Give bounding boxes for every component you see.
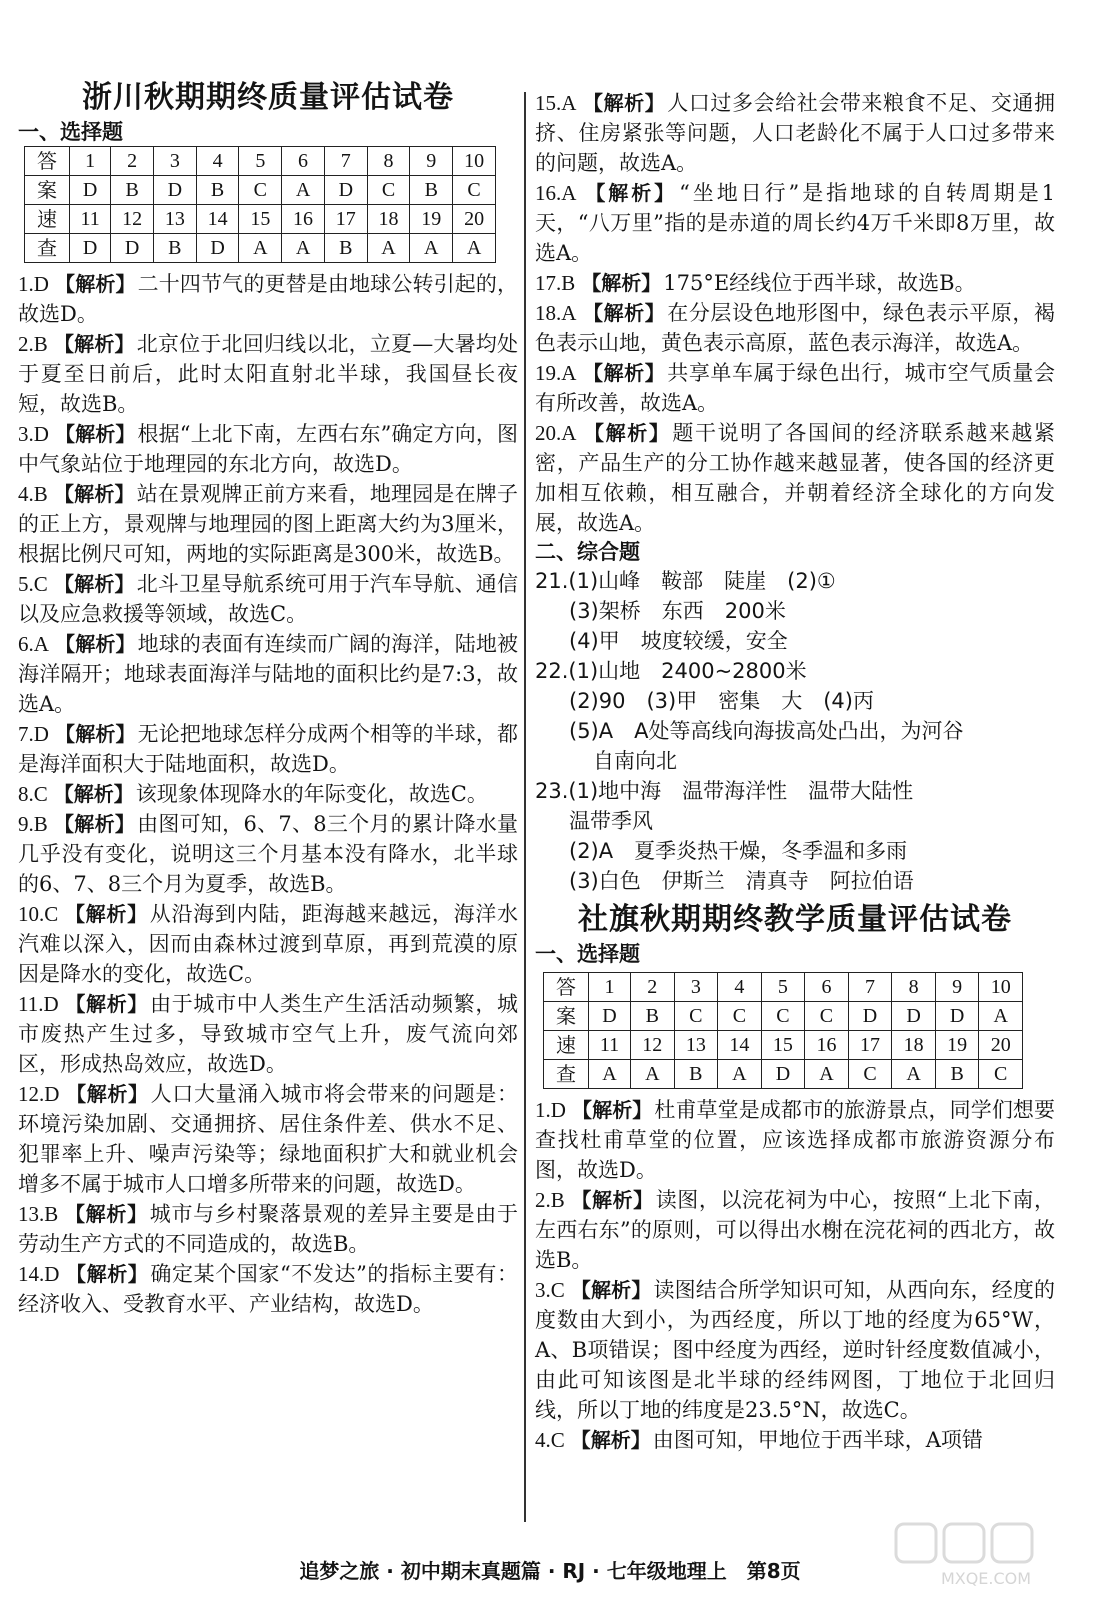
item-explanation: 北京位于北回归线以北，立夏—大暑均处于夏至日前后，此时太阳直射北半球，我国昼长夜短，故选B。 [18,332,519,416]
analysis-tag: 【解析】 [582,361,666,385]
analysis-tag: 【解析】 [53,482,135,506]
answer-cell: C [761,1002,805,1031]
answer-item [535,1275,1055,1425]
question-number-cell: 5 [239,147,282,176]
analysis-tag: 【解析】 [582,421,671,445]
synthesis-line: (3)架桥 东西 200米 [569,599,786,623]
item-explanation: 人口过多会给社会带来粮食不足、交通拥挤、住房紧张等问题，人口老龄化不属于人口过多带来的问题，故选A。 [535,91,1055,175]
answer-item [18,989,518,1079]
question-number-cell: 18 [367,205,410,234]
watermark-logo [886,1520,1086,1590]
item-answer: 6.A [18,632,49,656]
answer-cell: A [631,1060,675,1089]
item-explanation: 地球的表面有连续而广阔的海洋，陆地被海洋隔开；地球表面海洋与陆地的面积比约是7:3，故选A。 [18,632,519,716]
answer-item [18,329,518,419]
answer-item [535,1185,1055,1275]
item-explanation: 二十四节气的更替是由地球公转引起的，故选D。 [18,272,519,326]
answer-item [18,1259,518,1319]
answer-cell: C [718,1002,762,1031]
item-explanation: 从沿海到内陆，距海越来越远，海洋水汽难以深入，因而由森林过渡到草原，再到荒漠的原因是降水的变化，故选C。 [18,902,519,986]
exam1-synthesis-answers [535,566,1055,896]
item-answer: 2.B [18,332,48,356]
question-number-cell: 15 [761,1031,805,1060]
watermark-text: MXQE.COM [940,1569,1032,1588]
item-answer: 4.C [535,1428,565,1452]
answer-label-cell: 案 [25,176,70,205]
answer-cell: C [453,176,496,205]
item-answer: 2.B [535,1188,565,1212]
item-explanation: 人口大量涌入城市将会带来的问题是：环境污染加剧、交通拥挤、居住条件差、供水不足、犯罪率上升、噪声污染等；绿地面积扩大和就业机会增多不属于城市人口增多所带来的问题，故选D。 [18,1082,518,1196]
item-answer: 17.B [535,271,576,295]
question-number-cell: 8 [367,147,410,176]
question-number-cell: 17 [324,205,367,234]
question-number-cell: 4 [196,147,239,176]
answer-cell: D [70,234,111,263]
answer-item [535,358,1055,418]
question-number-cell: 18 [892,1031,936,1060]
analysis-tag: 【解析】 [570,1278,652,1302]
column-divider [524,92,526,1522]
item-answer: 15.A [535,91,577,115]
item-answer: 3.C [535,1278,565,1302]
analysis-tag: 【解析】 [54,422,136,446]
answer-label-cell: 答 [544,973,589,1002]
question-number-cell: 7 [324,147,367,176]
answer-cell: C [239,176,282,205]
answer-cell: D [153,176,196,205]
answer-item [18,899,518,989]
answer-row [544,1002,1023,1031]
question-number-cell: 14 [718,1031,762,1060]
answer-cell: B [674,1060,718,1089]
answer-item [535,1425,1055,1455]
item-explanation: 共享单车属于绿色出行，城市空气质量会有所改善，故选A。 [535,361,1055,415]
synthesis-line: 22.(1)山地 2400~2800米 [535,659,807,683]
exam1-section-choice: 一、选择题 [18,120,123,144]
answer-row [25,147,496,176]
analysis-tag: 【解析】 [64,992,149,1016]
item-answer: 4.B [18,482,48,506]
item-explanation: “坐地日行”是指地球的自转周期是1天，“八万里”指的是赤道的周长约4万千米即8万里，故选A。 [535,181,1055,265]
item-explanation: 读图，以浣花祠为中心，按照“上北下南，左西右东”的原则，可以得出水榭在浣花祠的西北方，故选B。 [535,1188,1056,1272]
synthesis-line: (2)A 夏季炎热干燥，冬季温和多雨 [569,839,908,863]
question-number-cell: 14 [196,205,239,234]
answer-item [18,719,518,779]
answer-cell: A [589,1060,631,1089]
analysis-tag: 【解析】 [53,782,134,806]
synthesis-line: (2)90 (3)甲 密集 大 (4)丙 [569,689,874,713]
answer-cell: C [848,1060,892,1089]
answer-row [544,1031,1023,1060]
item-answer: 19.A [535,361,577,385]
answer-row [25,176,496,205]
question-number-cell: 3 [674,973,718,1002]
right-column [535,0,1055,1455]
item-answer: 18.A [535,301,577,325]
item-explanation: 北斗卫星导航系统可用于汽车导航、通信以及应急救援等领域，故选C。 [18,572,519,626]
answer-item [18,1199,518,1259]
question-number-cell: 4 [718,973,762,1002]
answer-cell: B [196,176,239,205]
question-number-cell: 16 [282,205,325,234]
question-number-cell: 2 [111,147,154,176]
synthesis-line: 21.(1)山峰 鞍部 陡崖 (2)① [535,569,836,593]
item-answer: 20.A [535,421,577,445]
item-explanation: 在分层设色地形图中，绿色表示平原，褐色表示山地，黄色表示高原，蓝色表示海洋，故选A。 [535,301,1055,355]
answer-cell: D [70,176,111,205]
analysis-tag: 【解析】 [570,1428,651,1452]
synthesis-line: 温带季风 [569,809,653,833]
answer-cell: C [674,1002,718,1031]
question-number-cell: 17 [848,1031,892,1060]
answer-item [18,419,518,479]
synthesis-line: (3)白色 伊斯兰 清真寺 阿拉伯语 [569,869,914,893]
answer-item [535,1095,1055,1185]
answer-cell: B [935,1060,979,1089]
answer-item [18,809,518,899]
item-answer: 9.B [18,812,48,836]
question-number-cell: 10 [979,973,1023,1002]
answer-cell: A [718,1060,762,1089]
question-number-cell: 11 [589,1031,631,1060]
item-explanation: 由图可知，6、7、8三个月的累计降水量几乎没有变化，说明这三个月基本没有降水，北半球的6、7、8三个月为夏季，故选B。 [18,812,518,896]
answer-item [535,268,1055,298]
answer-cell: A [979,1002,1023,1031]
exam1-title: 浙川秋期期终质量评估试卷 [82,80,454,115]
answer-item [535,178,1055,268]
answer-cell: D [892,1002,936,1031]
answer-cell: A [367,234,410,263]
item-explanation: 杜甫草堂是成都市的旅游景点，同学们想要查找杜甫草堂的位置，应该选择成都市旅游资源分布图，故选D。 [535,1098,1055,1182]
answer-cell: C [979,1060,1023,1089]
question-number-cell: 5 [761,973,805,1002]
answer-label-cell: 答 [25,147,70,176]
answer-cell: C [805,1002,849,1031]
analysis-tag: 【解析】 [54,722,136,746]
exam1-items-left [18,269,518,1319]
question-number-cell: 12 [111,205,154,234]
answer-row [544,973,1023,1002]
question-number-cell: 20 [453,205,496,234]
analysis-tag: 【解析】 [570,1188,654,1212]
question-number-cell: 8 [892,973,936,1002]
answer-cell: D [935,1002,979,1031]
analysis-tag: 【解析】 [582,181,678,205]
item-answer: 11.D [18,992,59,1016]
answer-cell: B [324,234,367,263]
answer-cell: D [196,234,239,263]
answer-item [535,418,1055,538]
answer-label-cell: 案 [544,1002,589,1031]
question-number-cell: 19 [410,205,453,234]
item-answer: 14.D [18,1262,60,1286]
question-number-cell: 10 [453,147,496,176]
exam1-items-right [535,88,1055,538]
answer-cell: A [410,234,453,263]
answer-item [535,88,1055,178]
analysis-tag: 【解析】 [582,301,666,325]
answer-label-cell: 查 [25,234,70,263]
page-footer: 追梦之旅 · 初中期末真题篇 · RJ · 七年级地理上 第8页 [299,1559,801,1583]
answer-cell: B [410,176,453,205]
question-number-cell: 16 [805,1031,849,1060]
answer-row [544,1060,1023,1089]
answer-cell: A [805,1060,849,1089]
question-number-cell: 15 [239,205,282,234]
answer-cell: B [111,176,154,205]
answer-cell: D [324,176,367,205]
answer-item [18,629,518,719]
answer-cell: D [589,1002,631,1031]
analysis-tag: 【解析】 [53,572,135,596]
exam2-section-choice: 一、选择题 [535,942,640,966]
analysis-tag: 【解析】 [65,1262,149,1286]
item-explanation: 175°E经线位于西半球，故选B。 [663,271,976,295]
analysis-tag: 【解析】 [54,272,136,296]
answer-cell: A [892,1060,936,1089]
question-number-cell: 7 [848,973,892,1002]
question-number-cell: 2 [631,973,675,1002]
analysis-tag: 【解析】 [53,332,135,356]
item-explanation: 城市与乡村聚落景观的差异主要是由于劳动生产方式的不同造成的，故选B。 [18,1202,519,1256]
question-number-cell: 11 [70,205,111,234]
item-answer: 1.D [535,1098,566,1122]
question-number-cell: 9 [935,973,979,1002]
answer-cell: D [848,1002,892,1031]
question-number-cell: 1 [70,147,111,176]
item-explanation: 读图结合所学知识可知，从西向东，经度的度数由大到小，为西经度，所以丁地的经度为65°W，A、B项错误；图中经度为西经，逆时针经度数值减小，由此可知该图是北半球的经纬网图，丁地位于北回归线，所以丁地的纬度是23.5°N，故选C。 [535,1278,1055,1422]
synthesis-line: (5)A A处等高线向海拔高处凸出，为河谷 [569,719,964,743]
item-explanation: 确定某个国家“不发达”的指标主要有：经济收入、受教育水平、产业结构，故选D。 [18,1262,518,1316]
item-explanation: 无论把地球怎样分成两个相等的半球，都是海洋面积大于陆地面积，故选D。 [18,722,519,776]
item-answer: 1.D [18,272,49,296]
answer-label-cell: 查 [544,1060,589,1089]
answer-cell: B [153,234,196,263]
analysis-tag: 【解析】 [571,1098,653,1122]
answer-cell: A [282,176,325,205]
analysis-tag: 【解析】 [64,902,148,926]
item-explanation: 题干说明了各国间的经济联系越来越紧密，产品生产的分工协作越来越显著，使各国的经济更加相互依赖，相互融合，并朝着经济全球化的方向发展，故选A。 [535,421,1056,535]
exam2-items [535,1095,1055,1455]
answer-label-cell: 速 [544,1031,589,1060]
answer-item [18,779,518,809]
question-number-cell: 3 [153,147,196,176]
question-number-cell: 9 [410,147,453,176]
item-answer: 8.C [18,782,48,806]
exam2-answer-table [543,972,1023,1089]
left-column [18,0,518,1319]
item-answer: 10.C [18,902,59,926]
analysis-tag: 【解析】 [64,1202,148,1226]
item-explanation: 该现象体现降水的年际变化，故选C。 [135,782,488,806]
question-number-cell: 1 [589,973,631,1002]
item-answer: 13.B [18,1202,59,1226]
answer-cell: B [631,1002,675,1031]
item-answer: 12.D [18,1082,60,1106]
answer-item [535,298,1055,358]
synthesis-line: (4)甲 坡度较缓，安全 [569,629,788,653]
analysis-tag: 【解析】 [54,632,136,656]
synthesis-line: 自南向北 [593,749,677,773]
item-explanation: 由于城市中人类生产生活活动频繁，城市废热产生过多，导致城市空气上升，废气流向郊区，形成热岛效应，故选D。 [18,992,519,1076]
analysis-tag: 【解析】 [582,91,666,115]
answer-item [18,1079,518,1199]
answer-row [25,205,496,234]
exam1-section-synthesis: 二、综合题 [535,540,640,564]
question-number-cell: 12 [631,1031,675,1060]
answer-cell: C [367,176,410,205]
answer-label-cell: 速 [25,205,70,234]
analysis-tag: 【解析】 [581,271,662,295]
question-number-cell: 13 [674,1031,718,1060]
answer-row [25,234,496,263]
item-explanation: 根据“上北下南，左西右东”确定方向，图中气象站位于地理园的东北方向，故选D。 [18,422,519,476]
item-explanation: 由图可知，甲地位于西半球，A项错 [652,1428,983,1452]
item-answer: 16.A [535,181,577,205]
answer-cell: D [111,234,154,263]
question-number-cell: 19 [935,1031,979,1060]
synthesis-line: 23.(1)地中海 温带海洋性 温带大陆性 [535,779,914,803]
answer-cell: A [453,234,496,263]
exam2-title: 社旗秋期期终教学质量评估试卷 [578,902,1012,937]
answer-cell: A [239,234,282,263]
answer-item [18,569,518,629]
analysis-tag: 【解析】 [53,812,136,836]
exam1-answer-table [24,146,496,263]
question-number-cell: 6 [282,147,325,176]
question-number-cell: 13 [153,205,196,234]
answer-cell: A [282,234,325,263]
question-number-cell: 6 [805,973,849,1002]
answer-item [18,269,518,329]
answer-item [18,479,518,569]
question-number-cell: 20 [979,1031,1023,1060]
item-explanation: 站在景观牌正前方来看，地理园是在牌子的正上方，景观牌与地理园的图上距离大约为3厘米，根据比例尺可知，两地的实际距离是300米，故选B。 [18,482,519,566]
item-answer: 7.D [18,722,49,746]
answer-cell: D [761,1060,805,1089]
item-answer: 5.C [18,572,48,596]
analysis-tag: 【解析】 [65,1082,149,1106]
item-answer: 3.D [18,422,49,446]
